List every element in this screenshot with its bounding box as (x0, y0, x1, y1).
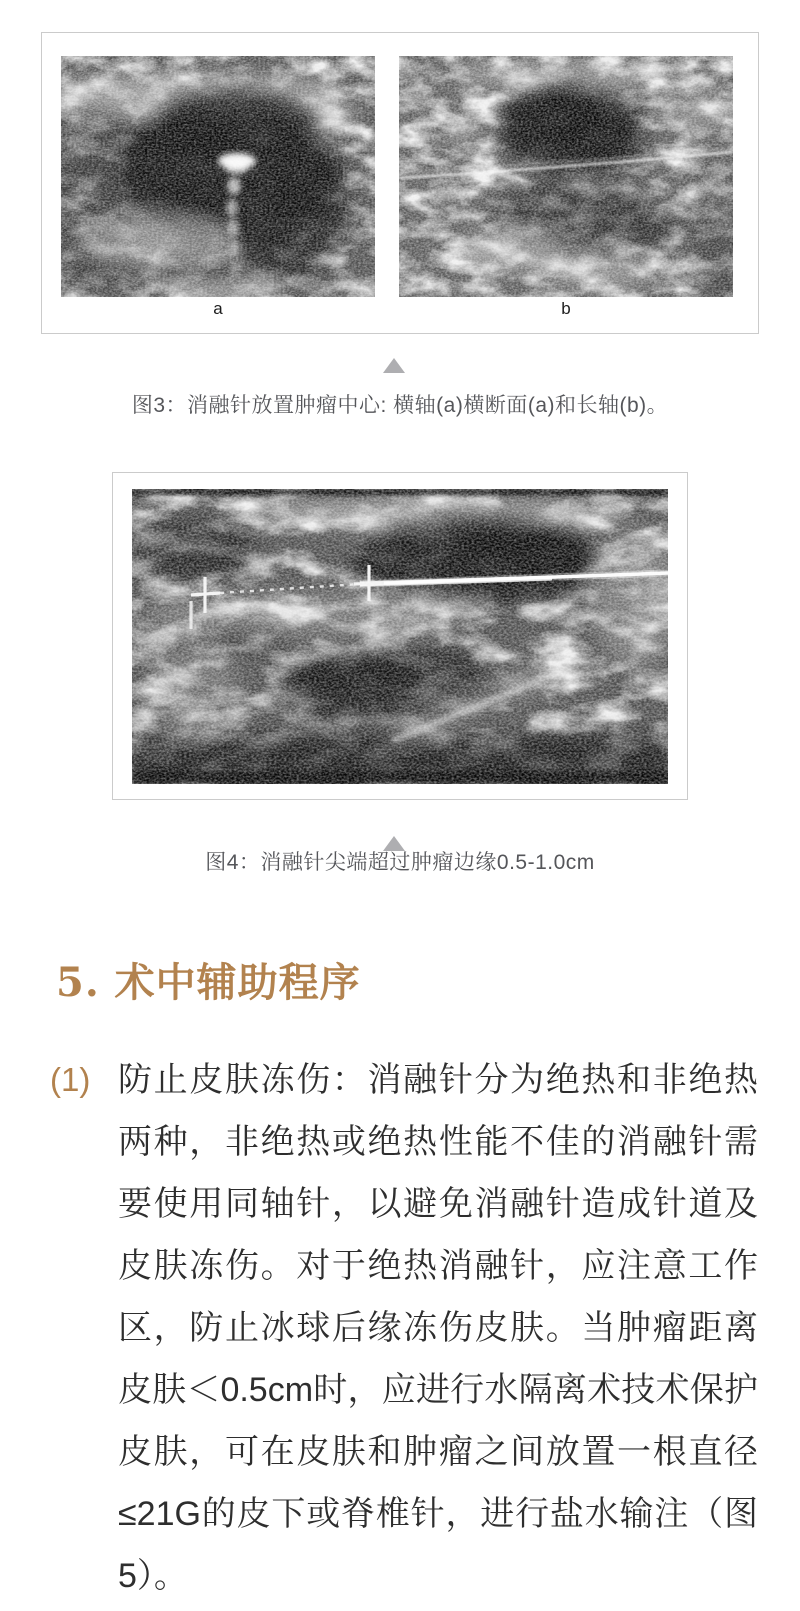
figure3a-label: a (213, 299, 223, 318)
figure3-frame (41, 32, 759, 334)
list-item-text: 防止皮肤冻伤：消融针分为绝热和非绝热两种，非绝热或绝热性能不佳的消融针需要使用同轴针，以避免消融针造成针道及皮肤冻伤。对于绝热消融针，应注意工作区，防止冰球后缘冻伤皮肤。当肿瘤距离皮肤＜0.5cm时，应进行水隔离术技术保护皮肤，可在皮肤和肿瘤之间放置一根直径≤21G的皮下或脊椎针，进行盐水输注（图5）。 (118, 1061, 758, 1595)
ultrasound-image-fig4 (132, 489, 668, 784)
list-item-marker: (1) (50, 1061, 91, 1098)
section-heading: 5. 术中辅助程序 (56, 959, 361, 1006)
triangle-up-icon (383, 358, 405, 373)
figure4-caption: 图4：消融针尖端超过肿瘤边缘0.5-1.0cm (205, 851, 595, 874)
ultrasound-image-fig3a (61, 56, 375, 297)
ultrasound-image-fig3b (399, 56, 733, 297)
figure3b-label: b (561, 299, 571, 318)
figure3-caption: 图3：消融针放置肿瘤中心: 横轴(a)横断面(a)和长轴(b)。 (131, 394, 669, 417)
figure4-frame (112, 472, 688, 800)
